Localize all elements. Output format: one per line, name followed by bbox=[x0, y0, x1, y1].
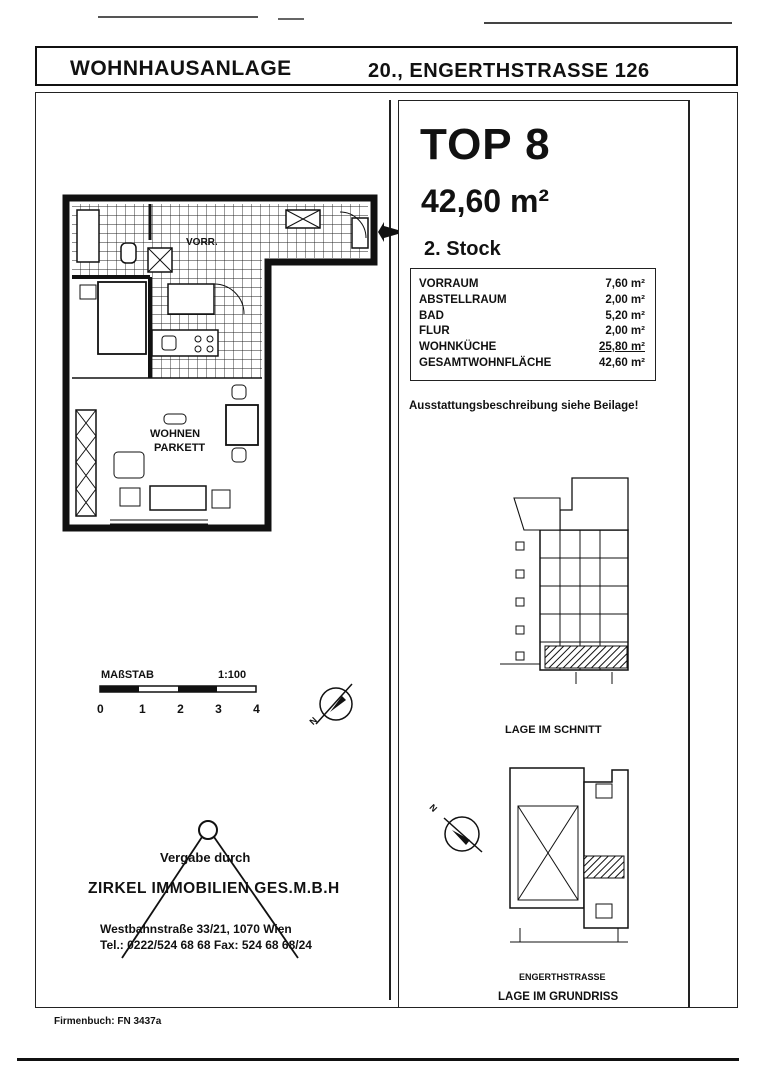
room-area: 2,00 m² bbox=[605, 325, 645, 338]
room-area: 42,60 m² bbox=[598, 356, 645, 369]
room-name: ABSTELLRAUM bbox=[419, 293, 507, 306]
room-name: GESAMTWOHNFLÄCHE bbox=[419, 356, 552, 369]
unit-floor: 2. Stock bbox=[424, 238, 501, 260]
unit-title: TOP 8 bbox=[420, 120, 551, 169]
agent-company: ZIRKEL IMMOBILIEN GES.M.B.H bbox=[88, 880, 340, 897]
scale-tick: 1 bbox=[139, 702, 146, 716]
footer-registration: Firmenbuch: FN 3437a bbox=[54, 1016, 162, 1027]
label-parkett: PARKETT bbox=[154, 442, 206, 454]
plan-caption: LAGE IM GRUNDRISS bbox=[498, 991, 619, 1003]
north-label-right: N bbox=[427, 802, 440, 814]
north-compass-left bbox=[316, 684, 352, 724]
project-name: WOHNHAUSANLAGE bbox=[70, 57, 292, 80]
agent-phone: Tel.: 0222/524 68 68 Fax: 524 68 68/24 bbox=[100, 938, 312, 952]
building-section bbox=[500, 478, 628, 684]
room-area: 25,80 m² bbox=[598, 341, 645, 354]
scale-bar bbox=[100, 686, 256, 692]
scale-ticks bbox=[97, 702, 260, 716]
building-plan bbox=[510, 768, 628, 942]
agent-address: Westbahnstraße 33/21, 1070 Wien bbox=[100, 922, 292, 936]
room-area: 5,20 m² bbox=[605, 309, 645, 322]
room-name: FLUR bbox=[419, 325, 450, 338]
scale-tick: 0 bbox=[97, 702, 104, 716]
room-name: VORRAUM bbox=[419, 278, 479, 290]
room-area: 7,60 m² bbox=[605, 278, 645, 290]
scale-ratio: 1:100 bbox=[218, 669, 247, 681]
scale-label: MAßSTAB bbox=[101, 669, 154, 681]
unit-area: 42,60 m² bbox=[421, 183, 550, 219]
scale-tick: 2 bbox=[177, 702, 184, 716]
street-label: ENGERTHSTRASSE bbox=[519, 972, 606, 982]
label-vorraum: VORR. bbox=[186, 237, 218, 248]
room-name: WOHNKÜCHE bbox=[419, 341, 497, 354]
agent-vergabe: Vergabe durch bbox=[160, 850, 251, 865]
scale-tick: 4 bbox=[253, 702, 260, 716]
project-address: 20., ENGERTHSTRASSE 126 bbox=[368, 60, 650, 82]
equipment-note: Ausstattungsbeschreibung siehe Beilage! bbox=[409, 400, 639, 412]
scale-tick: 3 bbox=[215, 702, 222, 716]
section-caption: LAGE IM SCHNITT bbox=[505, 724, 602, 736]
bottom-rule bbox=[17, 1058, 739, 1061]
label-wohnen: WOHNEN bbox=[150, 428, 201, 440]
room-area: 2,00 m² bbox=[605, 293, 645, 306]
north-label-left: N bbox=[307, 715, 320, 727]
north-compass-right bbox=[444, 817, 482, 852]
room-name: BAD bbox=[419, 309, 444, 322]
